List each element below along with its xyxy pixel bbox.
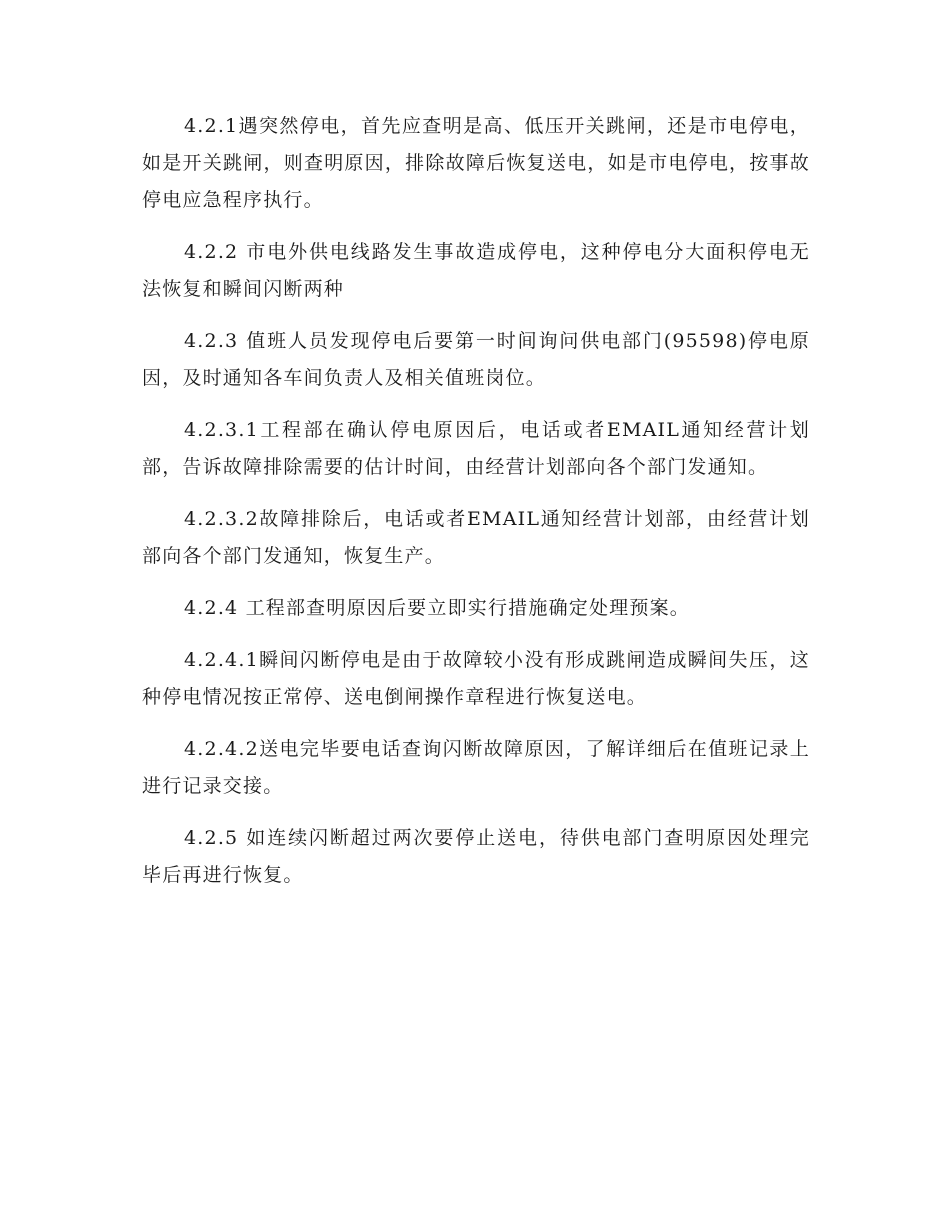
paragraph-4-2-4: 4.2.4 工程部查明原因后要立即实行措施确定处理预案。: [184, 597, 690, 619]
paragraph-4-2-4-2: 4.2.4.2送电完毕要电话查询闪断故障原因，了解详细后在值班记录上进行记录交接。: [142, 738, 810, 797]
paragraph-4-2-1: 4.2.1遇突然停电，首先应查明是高、低压开关跳闸，还是市电停电，如是开关跳闸，则查明原因，排除故障后恢复送电，如是市电停电，按事故停电应急程序执行。: [142, 115, 810, 211]
paragraph-4-2-3-1: 4.2.3.1工程部在确认停电原因后，电话或者EMAIL通知经营计划部，告诉故障排除需要的估计时间，由经营计划部向各个部门发通知。: [142, 419, 810, 478]
paragraph-4-2-3-2: 4.2.3.2故障排除后，电话或者EMAIL通知经营计划部，由经营计划部向各个部门发通知，恢复生产。: [142, 508, 810, 567]
paragraph-4-2-5: 4.2.5 如连续闪断超过两次要停止送电，待供电部门查明原因处理完毕后再进行恢复。: [142, 827, 810, 886]
document-body: [142, 108, 810, 909]
paragraph-4-2-2: 4.2.2 市电外供电线路发生事故造成停电，这种停电分大面积停电无法恢复和瞬间闪断两种: [142, 241, 810, 300]
paragraph-4-2-3: 4.2.3 值班人员发现停电后要第一时间询问供电部门(95598)停电原因，及时通知各车间负责人及相关值班岗位。: [142, 330, 810, 389]
paragraph-4-2-4-1: 4.2.4.1瞬间闪断停电是由于故障较小没有形成跳闸造成瞬间失压，这种停电情况按正常停、送电倒闸操作章程进行恢复送电。: [142, 649, 810, 708]
